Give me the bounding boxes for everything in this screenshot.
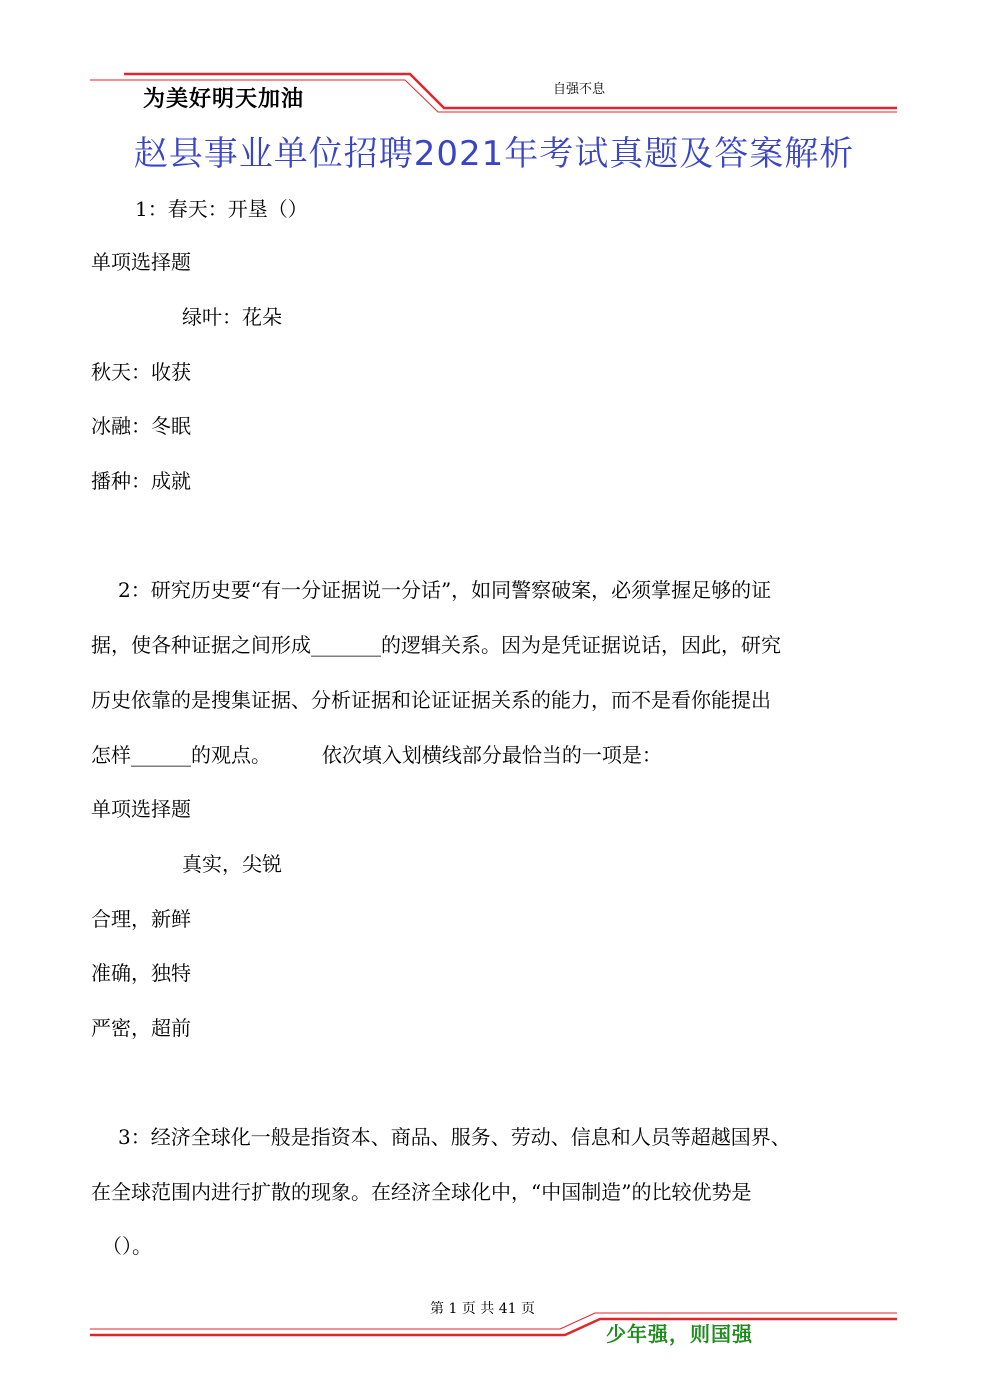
question-1-option-a: 绿叶：花朵 — [182, 305, 282, 329]
question-1-type: 单项选择题 — [91, 250, 191, 274]
question-2-option-a: 真实，尖锐 — [182, 852, 282, 876]
question-1-option-c: 冰融：冬眠 — [91, 414, 191, 438]
question-2-option-c: 准确，独特 — [91, 961, 191, 985]
question-2-stem-line-3: 历史依靠的是搜集证据、分析证据和论证证据关系的能力，而不是看你能提出 — [91, 688, 771, 712]
question-2-option-d: 严密，超前 — [91, 1016, 191, 1040]
document-title: 赵县事业单位招聘2021年考试真题及答案解析 — [133, 134, 855, 174]
question-1-option-b: 秋天：收获 — [91, 360, 191, 384]
footer-rule-bottom — [90, 1319, 897, 1335]
header-slogan: 为美好明天加油 — [143, 87, 305, 112]
question-3-stem-line-1: 3：经济全球化一般是指资本、商品、服务、劳动、信息和人员等超越国界、 — [118, 1125, 791, 1149]
question-2-stem-line-4: 怎样______的观点。 依次填入划横线部分最恰当的一项是： — [91, 743, 662, 767]
question-2-option-b: 合理，新鲜 — [91, 907, 191, 931]
footer-page-number: 第 1 页 共 41 页 — [430, 1301, 535, 1317]
header-motto: 自强不息 — [553, 82, 606, 97]
footer-slogan: 少年强，则国强 — [606, 1322, 753, 1346]
question-3-stem-line-3: （）。 — [102, 1234, 152, 1258]
question-2-stem-line-1: 2：研究历史要“有一分证据说一分话”，如同警察破案，必须掌握足够的证 — [118, 578, 772, 602]
question-2-type: 单项选择题 — [91, 797, 191, 821]
question-2-stem-line-2: 据，使各种证据之间形成_______的逻辑关系。因为是凭证据说话，因此，研究 — [91, 633, 781, 657]
question-1-option-d: 播种：成就 — [91, 469, 191, 493]
question-1-stem: 1：春天：开垦（） — [135, 197, 308, 221]
question-3-stem-line-2: 在全球范围内进行扩散的现象。在经济全球化中，“中国制造”的比较优势是 — [91, 1180, 752, 1204]
